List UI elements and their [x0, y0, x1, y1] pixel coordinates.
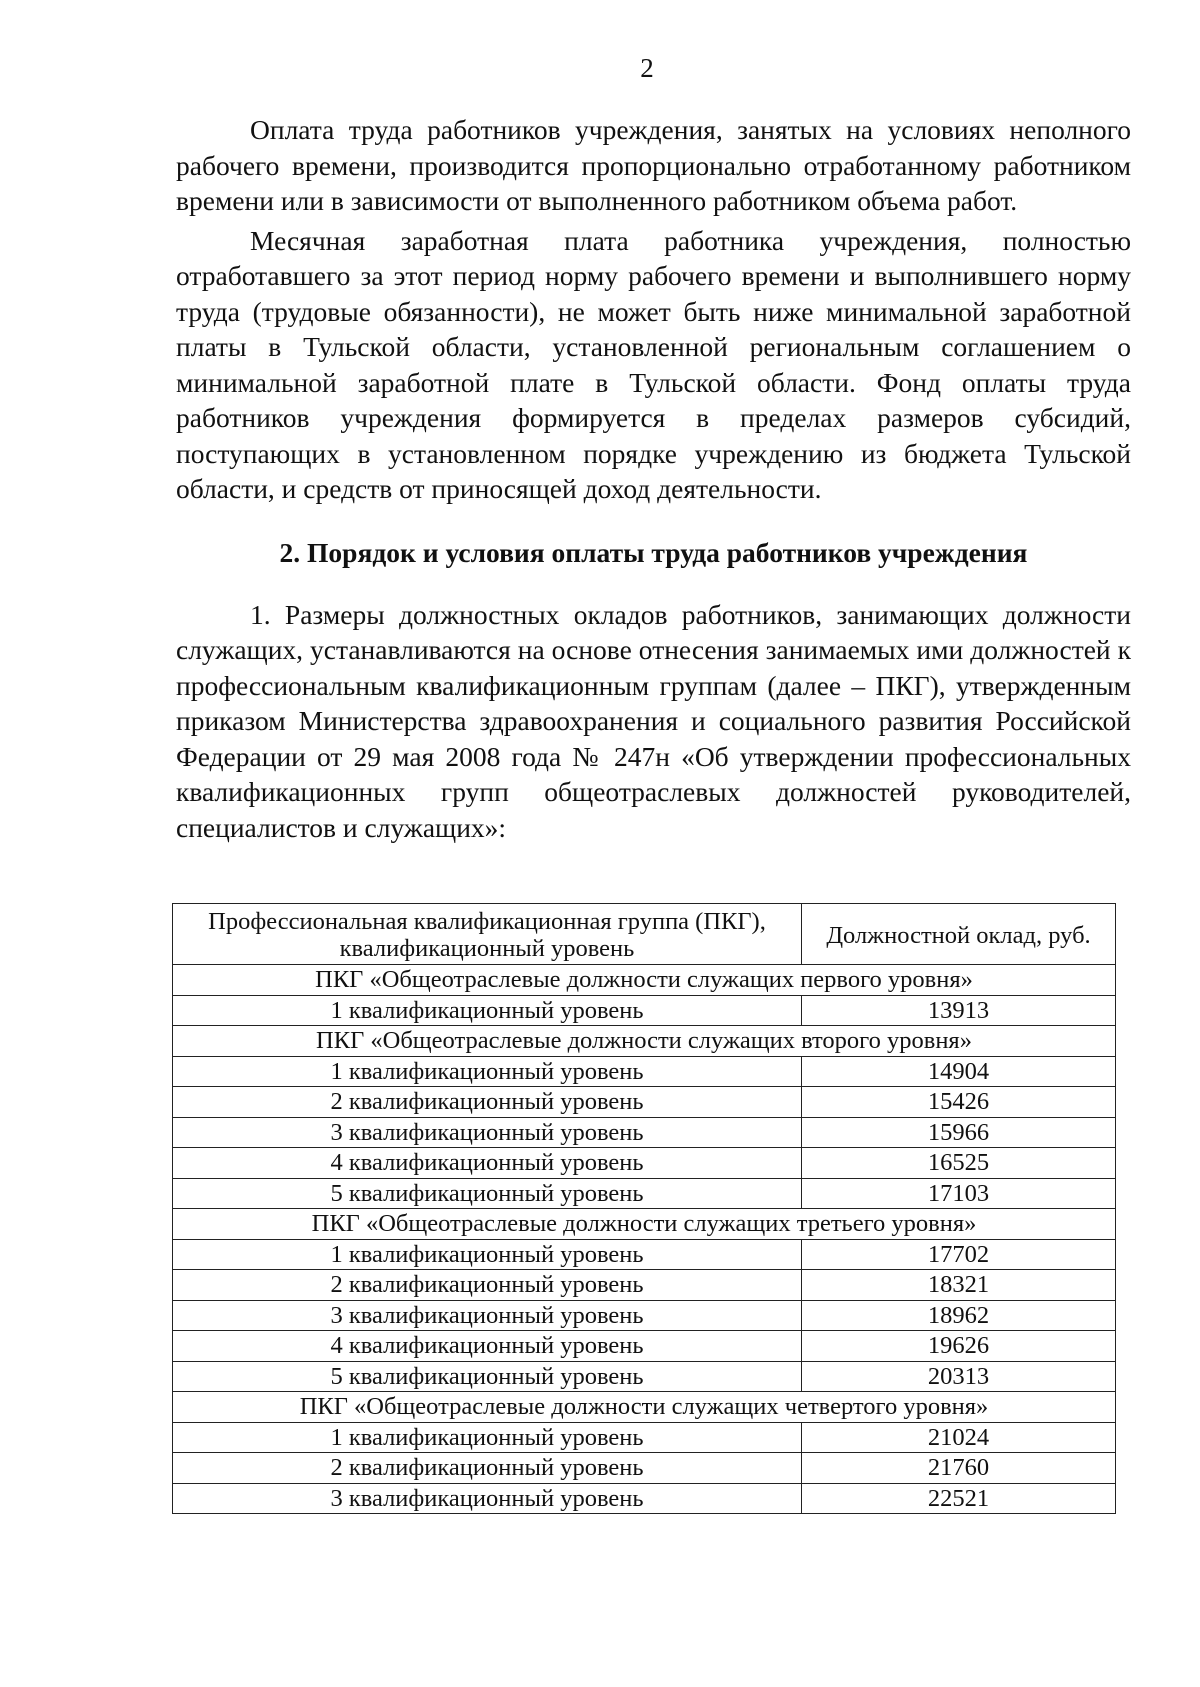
salary-value: 17702 — [802, 1239, 1116, 1270]
qualification-level: 2 квалификационный уровень — [173, 1087, 802, 1118]
qualification-level: 1 квалификационный уровень — [173, 1056, 802, 1087]
table-row — [173, 1483, 1116, 1514]
table-row — [173, 1331, 1116, 1362]
salary-value: 18962 — [802, 1300, 1116, 1331]
salary-value: 16525 — [802, 1148, 1116, 1179]
section-title: 2. Порядок и условия оплаты труда работников учреждения — [279, 536, 1028, 568]
table-row — [173, 1239, 1116, 1270]
table-row — [173, 1087, 1116, 1118]
salary-value: 22521 — [802, 1483, 1116, 1514]
paragraph-monthly-salary: Месячная заработная плата работника учреждения, полностью отработавшего за этот период норму рабочего времени и выполнившего норму труда (трудовые обязанности), не может быть ниже минимальной заработной платы в Тульской области, установленной региональным соглашением о минимальной заработной плате в Тульской области. Фонд оплаты труда работников учреждения формируется в пределах размеров субсидий, поступающих в установленном порядке учреждению из бюджета Тульской области, и средств от приносящей доход деятельности. — [176, 224, 1131, 504]
table-row — [173, 1178, 1116, 1209]
table-row — [173, 995, 1116, 1026]
salary-value: 19626 — [802, 1331, 1116, 1362]
table-row — [173, 1117, 1116, 1148]
group-title: ПКГ «Общеотраслевые должности служащих третьего уровня» — [173, 1209, 1116, 1240]
header-group-level: Профессиональная квалификационная группа (ПКГ), квалификационный уровень — [173, 904, 802, 965]
table-header-row — [173, 904, 1116, 965]
salary-value: 20313 — [802, 1361, 1116, 1392]
header-salary: Должностной оклад, руб. — [802, 904, 1116, 965]
salary-table — [172, 903, 1116, 1514]
page-number: 2 — [640, 53, 654, 83]
qualification-level: 5 квалификационный уровень — [173, 1361, 802, 1392]
group-title: ПКГ «Общеотраслевые должности служащих второго уровня» — [173, 1026, 1116, 1057]
salary-value: 18321 — [802, 1270, 1116, 1301]
salary-value: 17103 — [802, 1178, 1116, 1209]
salary-value: 14904 — [802, 1056, 1116, 1087]
table-row — [173, 1148, 1116, 1179]
qualification-level: 4 квалификационный уровень — [173, 1331, 802, 1362]
salary-value: 21760 — [802, 1453, 1116, 1484]
qualification-level: 2 квалификационный уровень — [173, 1453, 802, 1484]
qualification-level: 4 квалификационный уровень — [173, 1148, 802, 1179]
qualification-level: 3 квалификационный уровень — [173, 1483, 802, 1514]
salary-value: 15966 — [802, 1117, 1116, 1148]
table-row — [173, 1300, 1116, 1331]
salary-value: 21024 — [802, 1422, 1116, 1453]
salary-value: 15426 — [802, 1087, 1116, 1118]
qualification-level: 1 квалификационный уровень — [173, 1239, 802, 1270]
paragraph-salary-sizes: 1. Размеры должностных окладов работников, занимающих должности служащих, устанавливаются на основе отнесения занимаемых ими должностей к профессиональным квалификационным группам (далее – ПКГ), утвержденным приказом Министерства здравоохранения и социального развития Российской Федерации от 29 мая 2008 года № 247н «Об утверждении профессиональных квалификационных групп общеотраслевых должностей руководителей, специалистов и служащих»: — [176, 598, 1131, 843]
qualification-level: 3 квалификационный уровень — [173, 1300, 802, 1331]
group-row — [173, 965, 1116, 996]
qualification-level: 1 квалификационный уровень — [173, 995, 802, 1026]
qualification-level: 3 квалификационный уровень — [173, 1117, 802, 1148]
salary-value: 13913 — [802, 995, 1116, 1026]
table-row — [173, 1422, 1116, 1453]
group-title: ПКГ «Общеотраслевые должности служащих четвертого уровня» — [173, 1392, 1116, 1423]
group-row — [173, 1392, 1116, 1423]
table-row — [173, 1270, 1116, 1301]
table-body — [173, 965, 1116, 1514]
group-row — [173, 1209, 1116, 1240]
group-row — [173, 1026, 1116, 1057]
qualification-level: 2 квалификационный уровень — [173, 1270, 802, 1301]
table-row — [173, 1453, 1116, 1484]
table-row — [173, 1361, 1116, 1392]
group-title: ПКГ «Общеотраслевые должности служащих первого уровня» — [173, 965, 1116, 996]
qualification-level: 5 квалификационный уровень — [173, 1178, 802, 1209]
paragraph-part-time-pay: Оплата труда работников учреждения, занятых на условиях неполного рабочего времени, производится пропорционально отработанному работником времени или в зависимости от выполненного работником объема работ. — [176, 114, 1131, 216]
qualification-level: 1 квалификационный уровень — [173, 1422, 802, 1453]
table-row — [173, 1056, 1116, 1087]
document-body — [176, 112, 1131, 849]
